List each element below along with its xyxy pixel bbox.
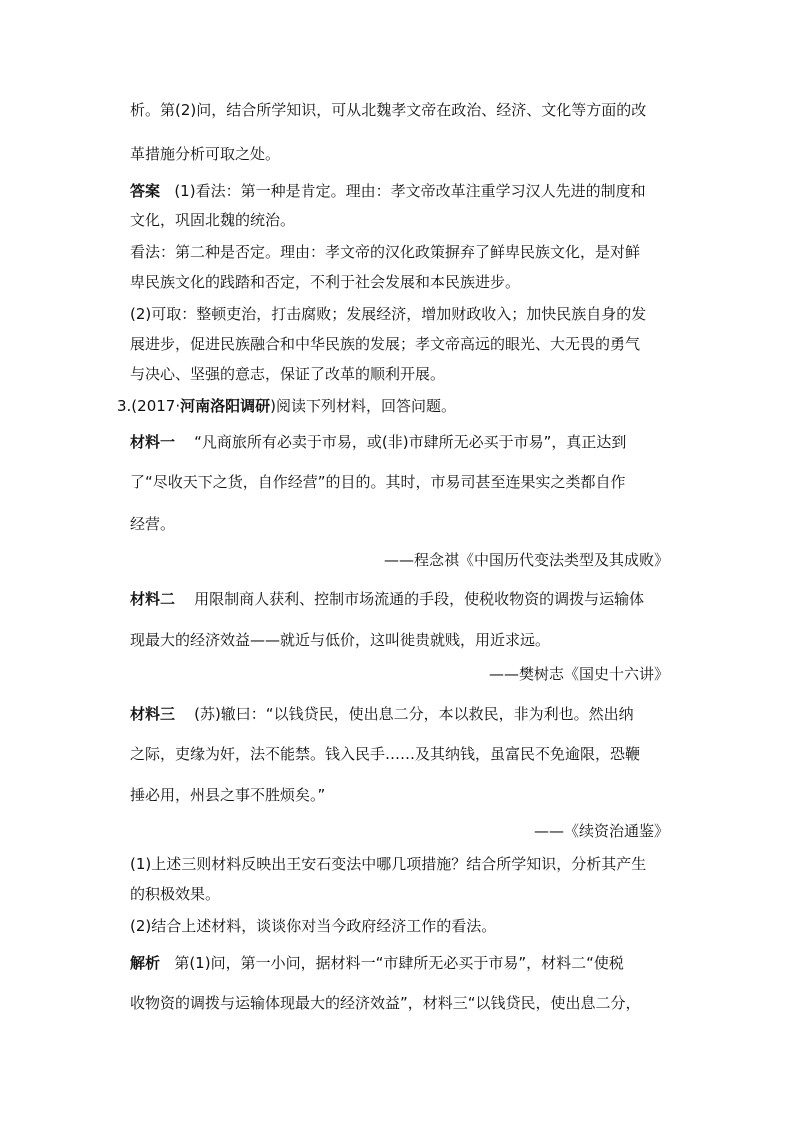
material-1-line-3: 经营。 <box>130 515 176 533</box>
material-1-line-1 <box>130 432 626 452</box>
question-1-line-2: 的积极效果。 <box>130 885 221 903</box>
question-prompt: )阅读下列材料，回答问题。 <box>270 397 456 415</box>
question-3-heading <box>117 396 456 416</box>
material-2-label: 材料二 <box>130 590 176 608</box>
material-1-line-2: 了“尽收天下之货，自作经营”的目的。其时，市易司甚至连果实之类都自作 <box>130 473 626 491</box>
question-2: (2)结合上述材料，谈谈你对当今政府经济工作的看法。 <box>130 917 497 935</box>
analysis-line-2: 收物资的调拨与运输体现最大的经济效益”，材料三“以钱贷民，使出息二分， <box>130 994 641 1012</box>
answer-paragraph-2-line-1: 看法：第二种是否定。理由：孝文帝的汉化政策摒弃了鲜卑民族文化，是对鲜 <box>130 243 641 261</box>
analysis-text: 第(1)问，第一小问，据材料一“市肆所无必买于市易”，材料二“使税 <box>174 954 624 972</box>
analysis-label: 解析 <box>130 954 161 972</box>
answer-paragraph-1-line-2: 文化，巩固北魏的统治。 <box>130 211 296 229</box>
answer-paragraph-3-line-1: (2)可取：整顿吏治，打击腐败；发展经济，增加财政收入；加快民族自身的发 <box>130 305 647 323</box>
answer-paragraph-2-line-2: 卑民族文化的践踏和否定，不利于社会发展和本民族进步。 <box>130 273 521 291</box>
material-2-text: 用限制商人获利、控制市场流通的手段，使税收物资的调拨与运输体 <box>194 590 645 608</box>
answer-paragraph-3-line-3: 与决心、坚强的意志，保证了改革的顺利开展。 <box>130 365 446 383</box>
question-1-line-1: (1)上述三则材料反映出王安石变法中哪几项措施？结合所学知识，分析其产生 <box>130 855 647 873</box>
material-3-citation: ——《续资治通鉴》 <box>533 822 669 840</box>
answer-paragraph-1-line-1 <box>130 181 646 201</box>
analysis-line-1 <box>130 953 624 973</box>
analysis-continued-line-2: 革措施分析可取之处。 <box>130 145 281 163</box>
material-3-line-2: 之际，吏缘为奸，法不能禁。钱入民手……及其纳钱，虽富民不免逾限，恐鞭 <box>130 745 641 763</box>
material-2-line-1 <box>130 589 644 609</box>
material-3-line-3: 捶必用，州县之事不胜烦矣。” <box>130 786 326 804</box>
analysis-continued-line-1: 析。第(2)问，结合所学知识，可从北魏孝文帝在政治、经济、文化等方面的改 <box>130 101 647 119</box>
question-source: 河南洛阳调研 <box>180 397 271 415</box>
material-1-text: “凡商旅所有必卖于市易，或(非)市肆所无必买于市易”，真正达到 <box>194 433 627 451</box>
answer-label: 答案 <box>130 182 161 200</box>
material-1-citation: ——程念祺《中国历代变法类型及其成败》 <box>383 551 669 569</box>
material-3-line-1 <box>130 704 634 724</box>
material-2-citation: ——樊树志《国史十六讲》 <box>488 665 669 683</box>
material-3-label: 材料三 <box>130 705 176 723</box>
answer-paragraph-3-line-2: 展进步，促进民族融合和中华民族的发展；孝文帝高远的眼光、大无畏的勇气 <box>130 335 641 353</box>
answer-p1-text: (1)看法：第一种是肯定。理由：孝文帝改革注重学习汉人先进的制度和 <box>174 182 646 200</box>
material-2-line-2: 现最大的经济效益——就近与低价，这叫徙贵就贱，用近求远。 <box>130 631 551 649</box>
question-number: 3.(2017· <box>117 397 181 415</box>
material-3-text: (苏)辙曰：“以钱贷民，使出息二分，本以救民，非为利也。然出纳 <box>194 705 634 723</box>
material-1-label: 材料一 <box>130 433 176 451</box>
